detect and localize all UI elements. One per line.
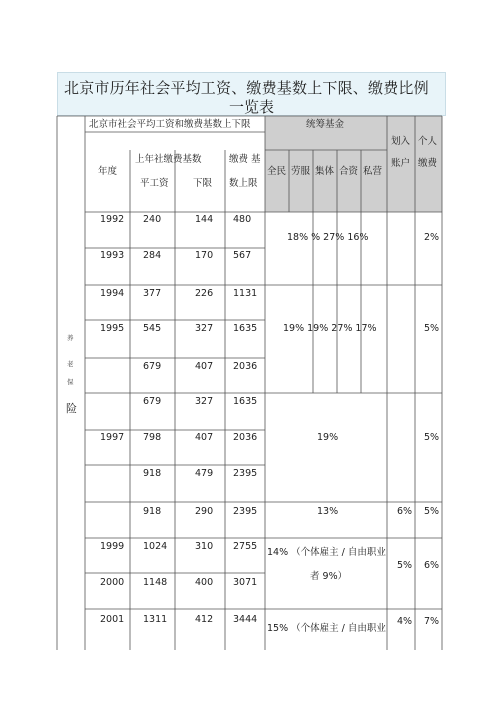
rate-1995: 19% 19% 27% 17% <box>283 323 377 334</box>
table-row <box>100 541 257 552</box>
data-rows <box>100 214 257 625</box>
cell-upper-limit: 2395 <box>233 468 258 479</box>
cell-upper-limit: 3444 <box>233 614 258 625</box>
cell-upper-limit: 2036 <box>233 361 258 372</box>
cell-upper-limit: 1635 <box>233 396 258 407</box>
cell-avg-wage: 1311 <box>143 614 168 625</box>
rate-2001: 15% （个体雇主 / 自由职业 <box>267 623 386 634</box>
table-row <box>100 614 257 625</box>
rate-1998: 13% <box>317 506 339 517</box>
cell-lower-limit: 400 <box>195 577 214 588</box>
cell-upper-limit: 2395 <box>233 506 258 517</box>
fund-col: 私营 <box>363 166 383 177</box>
cell-year: 1997 <box>100 432 125 443</box>
cell-avg-wage: 377 <box>143 288 162 299</box>
account-2001: 4% <box>397 616 413 627</box>
cell-year: 2000 <box>100 577 125 588</box>
header-fund: 统筹基金 <box>306 119 345 130</box>
cell-year: 1999 <box>100 541 125 552</box>
cell-avg-wage: 240 <box>143 214 162 225</box>
cell-avg-wage: 284 <box>143 250 162 261</box>
cell-avg-wage: 918 <box>143 468 162 479</box>
table-row <box>143 468 257 479</box>
personal-1995: 5% <box>424 323 440 334</box>
table-row <box>100 288 257 299</box>
cell-lower-limit: 407 <box>195 361 214 372</box>
cell-upper-limit: 2755 <box>233 541 258 552</box>
account-1998: 6% <box>397 506 413 517</box>
header-lower: 下限 <box>193 178 213 189</box>
cell-lower-limit: 479 <box>195 468 214 479</box>
table-row <box>100 432 257 443</box>
page-title: 北京市历年社会平均工资、缴费基数上下限、缴费比例 <box>64 79 429 97</box>
cell-upper-limit: 480 <box>233 214 252 225</box>
cell-avg-wage: 679 <box>143 361 162 372</box>
cell-lower-limit: 327 <box>195 323 214 334</box>
personal-1992: 2% <box>424 232 440 243</box>
fund-header-bg <box>265 116 442 212</box>
side-label-char: 险 <box>66 402 77 415</box>
rate-1997: 19% <box>317 432 339 443</box>
rate-1999-note: 者 9%） <box>310 571 348 582</box>
rate-1992: 18% % 27% 16% <box>287 232 369 243</box>
cell-lower-limit: 327 <box>195 396 214 407</box>
cell-avg-wage: 918 <box>143 506 162 517</box>
cell-avg-wage: 1024 <box>143 541 168 552</box>
personal-1999: 6% <box>424 560 440 571</box>
personal-1998: 5% <box>424 506 440 517</box>
header-personal-2: 缴费 <box>418 158 438 169</box>
table-row <box>143 361 257 372</box>
cell-avg-wage: 798 <box>143 432 162 443</box>
header-account: 划入 <box>391 136 411 147</box>
personal-2001: 7% <box>424 616 440 627</box>
rate-1999: 14% （个体雇主 / 自由职业 <box>267 547 386 558</box>
header-account-2: 账户 <box>391 158 411 169</box>
cell-year: 1995 <box>100 323 125 334</box>
cell-upper-limit: 1635 <box>233 323 258 334</box>
side-label-char: 老 <box>67 360 74 368</box>
cell-upper-limit: 1131 <box>233 288 258 299</box>
cell-lower-limit: 144 <box>195 214 214 225</box>
cell-lower-limit: 407 <box>195 432 214 443</box>
side-label-char: 养 <box>67 334 74 342</box>
fund-col: 合资 <box>339 166 359 177</box>
cell-lower-limit: 226 <box>195 288 214 299</box>
cell-avg-wage: 1148 <box>143 577 168 588</box>
cell-avg-wage: 679 <box>143 396 162 407</box>
table-row <box>100 323 257 334</box>
header-avg-wage: 上年社缴费基数 <box>135 154 202 165</box>
table-row <box>100 214 251 225</box>
header-group1: 北京市社会平均工资和缴费基数上下限 <box>89 119 251 130</box>
table-row <box>143 506 257 517</box>
personal-1997: 5% <box>424 432 440 443</box>
fund-col: 全民 <box>267 166 287 177</box>
cell-upper-limit: 567 <box>233 250 252 261</box>
fund-col: 劳服 <box>291 166 311 177</box>
cell-avg-wage: 545 <box>143 323 162 334</box>
cell-lower-limit: 412 <box>195 614 214 625</box>
cell-year: 1993 <box>100 250 125 261</box>
account-1999: 5% <box>397 560 413 571</box>
cell-year: 1992 <box>100 214 125 225</box>
page-title-continued: 一览表 <box>228 98 274 116</box>
table-row <box>100 250 251 261</box>
header-avg-wage-2: 平工资 <box>140 178 169 189</box>
side-label-char: 保 <box>67 378 74 386</box>
cell-upper-limit: 3071 <box>233 577 258 588</box>
cell-year: 2001 <box>100 614 125 625</box>
header-base: 缴费 基 <box>229 154 261 165</box>
cell-lower-limit: 170 <box>195 250 214 261</box>
header-personal: 个人 <box>418 136 438 147</box>
cell-year: 1994 <box>100 288 125 299</box>
cell-lower-limit: 310 <box>195 541 214 552</box>
table-row <box>143 396 257 407</box>
table-row <box>100 577 257 588</box>
fund-col: 集体 <box>315 166 335 177</box>
header-upper: 数上限 <box>229 178 258 189</box>
cell-upper-limit: 2036 <box>233 432 258 443</box>
cell-lower-limit: 290 <box>195 506 214 517</box>
header-year: 年度 <box>98 166 118 177</box>
